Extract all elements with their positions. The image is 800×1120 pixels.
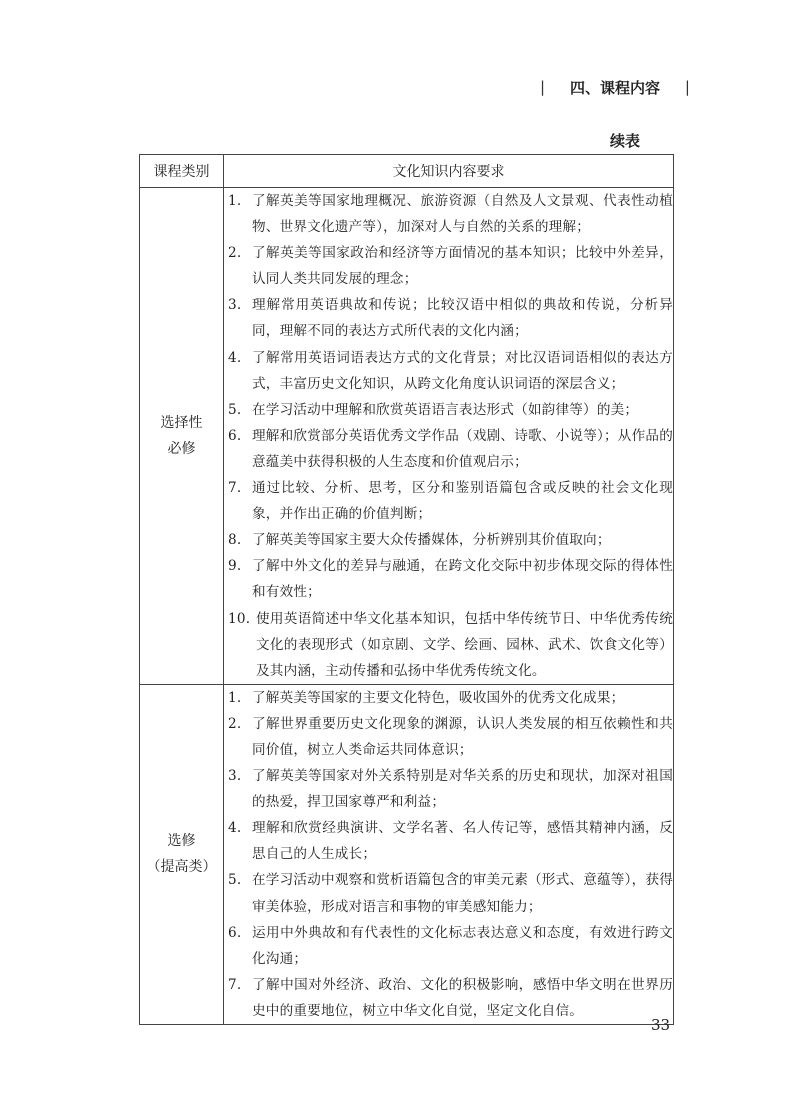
item-number: 10. (228, 610, 251, 627)
list-item (224, 867, 673, 919)
column-header-category: 课程类别 (140, 155, 224, 188)
item-text: 了解英美等国家政治和经济等方面情况的基本知识；比较中外差异，认同人类共同发展的理念； (252, 245, 673, 288)
item-number: 4. (228, 820, 242, 837)
list-item (224, 685, 673, 711)
item-number: 2. (228, 715, 242, 732)
item-number: 7. (228, 480, 242, 497)
item-text: 了解常用英语词语表达方式的文化背景；对比汉语词语相似的表达方式，丰富历史文化知识，从跨文化角度认识词语的深层含义； (252, 349, 673, 392)
item-number: 3. (228, 768, 242, 785)
list-item (224, 240, 673, 292)
item-text: 在学习活动中观察和赏析语篇包含的审美元素（形式、意蕴等），获得审美体验，形成对语言和事物的审美感知能力； (252, 872, 673, 915)
list-item (224, 606, 673, 684)
item-text: 理解和欣赏经典演讲、文学名著、名人传记等，感悟其精神内涵，反思自己的人生成长； (252, 820, 673, 863)
requirements-cell (224, 684, 674, 1024)
list-item (224, 763, 673, 815)
list-item (224, 475, 673, 527)
table-header-row (140, 155, 674, 188)
requirements-cell (224, 188, 674, 685)
item-text: 运用中外典故和有代表性的文化标志表达意义和态度，有效进行跨文化沟通； (252, 924, 673, 967)
continued-label: 续表 (610, 132, 641, 150)
list-item (224, 711, 673, 763)
item-number: 2. (228, 245, 242, 262)
list-item (224, 397, 673, 423)
item-number: 5. (228, 401, 242, 418)
column-header-requirements: 文化知识内容要求 (224, 155, 674, 188)
item-number: 3. (228, 297, 242, 314)
item-text: 了解英美等国家的主要文化特色，吸收国外的优秀文化成果； (252, 689, 625, 706)
item-text: 了解中外文化的差异与融通，在跨文化交际中初步体现交际的得体性和有效性； (252, 558, 673, 601)
item-text: 在学习活动中理解和欣赏英语语言表达形式（如韵律等）的美； (252, 401, 639, 418)
category-line: 选择性 (160, 414, 203, 431)
category-line: （提高类） (146, 859, 217, 876)
table-row (140, 684, 674, 1024)
table-row (140, 188, 674, 685)
item-text: 了解英美等国家对外关系特别是对华关系的历史和现状，加深对祖国的热爱，捍卫国家尊严和利益； (252, 768, 673, 811)
list-item (224, 553, 673, 605)
list-item (224, 188, 673, 240)
item-text: 了解英美等国家地理概况、旅游资源（自然及人文景观、代表性动植物、世界文化遗产等），加深对人与自然的关系的理解； (252, 193, 673, 236)
list-item (224, 920, 673, 972)
item-text: 理解常用英语典故和传说；比较汉语中相似的典故和传说，分析异同，理解不同的表达方式所代表的文化内涵； (252, 297, 673, 340)
item-number: 7. (228, 976, 242, 993)
item-text: 了解英美等国家主要大众传播媒体，分析辨别其价值取向； (252, 532, 611, 549)
item-number: 9. (228, 558, 242, 575)
list-item (224, 292, 673, 344)
running-head-left-bar: | (540, 78, 546, 96)
list-item (224, 815, 673, 867)
item-number: 8. (228, 532, 242, 549)
category-cell (140, 684, 224, 1024)
list-item (224, 527, 673, 553)
item-text: 了解中国对外经济、政治、文化的积极影响，感悟中华文明在世界历史中的重要地位，树立中华文化自觉，坚定文化自信。 (252, 976, 673, 1019)
list-item (224, 972, 673, 1024)
running-head-right-bar: | (684, 78, 690, 96)
category-line: 必修 (167, 440, 196, 457)
page-number: 33 (651, 1016, 671, 1034)
item-text: 了解世界重要历史文化现象的渊源，认识人类发展的相互依赖性和共同价值，树立人类命运共同体意识； (252, 715, 673, 758)
category-line: 选修 (167, 833, 196, 850)
running-head (540, 77, 690, 97)
item-number: 1. (228, 689, 242, 706)
item-number: 4. (228, 349, 242, 366)
list-item (224, 345, 673, 397)
item-number: 5. (228, 872, 242, 889)
item-number: 1. (228, 193, 242, 209)
item-number: 6. (228, 427, 242, 444)
running-head-title: 四、课程内容 (569, 78, 660, 97)
item-text: 使用英语简述中华文化基本知识，包括中华传统节日、中华优秀传统文化的表现形式（如京剧、文学、绘画、园林、武术、饮食文化等）及其内涵，主动传播和弘扬中华优秀传统文化。 (256, 610, 673, 679)
category-cell (140, 188, 224, 685)
curriculum-table (139, 154, 674, 1025)
item-text: 通过比较、分析、思考，区分和鉴别语篇包含或反映的社会文化现象，并作出正确的价值判断； (252, 480, 673, 523)
list-item (224, 423, 673, 475)
item-text: 理解和欣赏部分英语优秀文学作品（戏剧、诗歌、小说等）；从作品的意蕴美中获得积极的人生态度和价值观启示； (252, 427, 673, 470)
item-number: 6. (228, 924, 242, 941)
